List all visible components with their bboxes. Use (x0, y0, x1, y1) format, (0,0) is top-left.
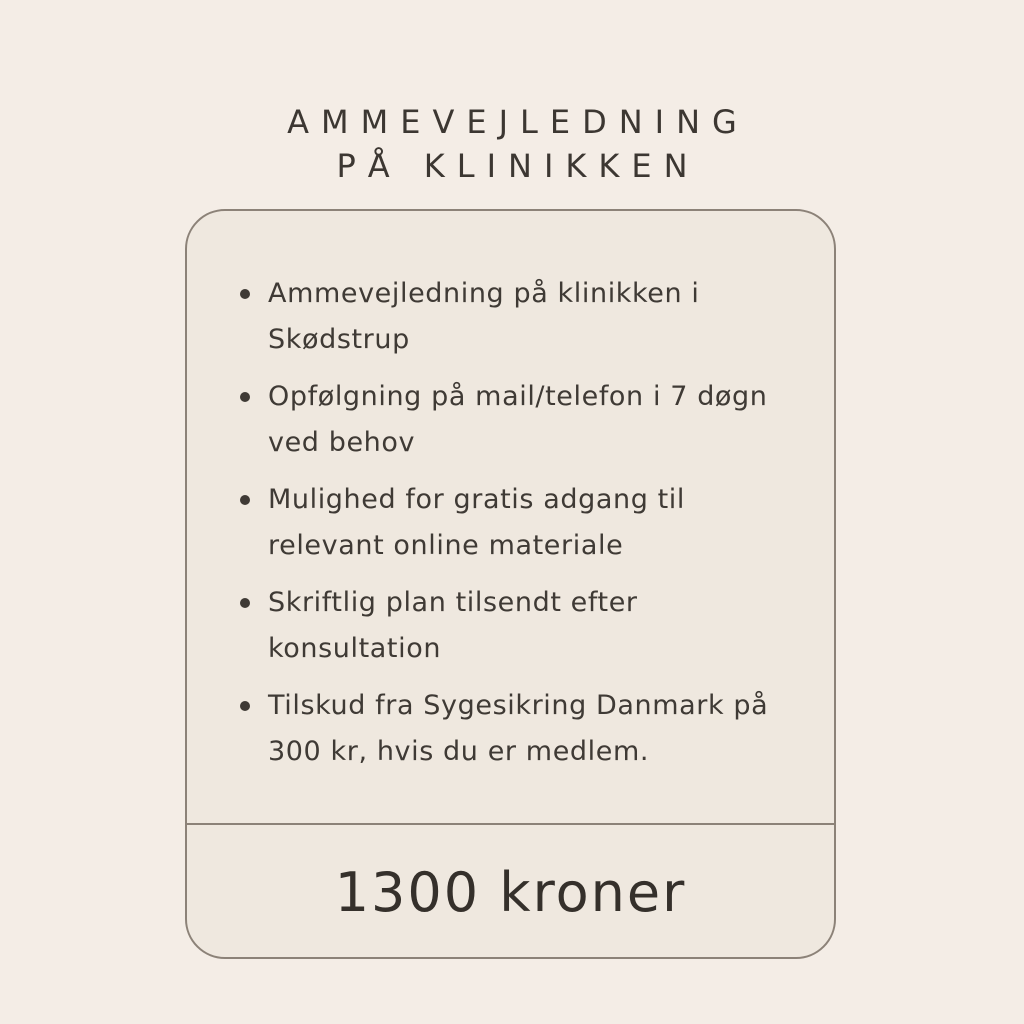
price-card (185, 209, 836, 959)
price-label: 1300 kroner (334, 860, 687, 924)
title-line-1: AMMEVEJLEDNING (287, 103, 749, 141)
feature-item (187, 374, 834, 466)
bullet-icon (240, 495, 250, 505)
feature-item (187, 271, 834, 363)
bullet-icon (240, 289, 250, 299)
feature-item (187, 477, 834, 569)
feature-label: Opfølgning på mail/telefon i 7 døgn ved behov (268, 381, 768, 458)
bullet-icon (240, 598, 250, 608)
feature-label: Ammevejledning på klinikken i Skødstrup (268, 278, 700, 355)
feature-label: Mulighed for gratis adgang til relevant online materiale (268, 484, 686, 561)
feature-item (187, 580, 834, 672)
bullet-icon (240, 701, 250, 711)
feature-list (187, 271, 834, 786)
title-line-2: PÅ KLINIKKEN (336, 147, 700, 185)
page-title (0, 100, 1024, 188)
feature-label: Skriftlig plan tilsendt efter konsultation (268, 587, 638, 664)
feature-label: Tilskud fra Sygesikring Danmark på 300 kr, hvis du er medlem. (268, 690, 769, 767)
bullet-icon (240, 392, 250, 402)
feature-item (187, 683, 834, 775)
